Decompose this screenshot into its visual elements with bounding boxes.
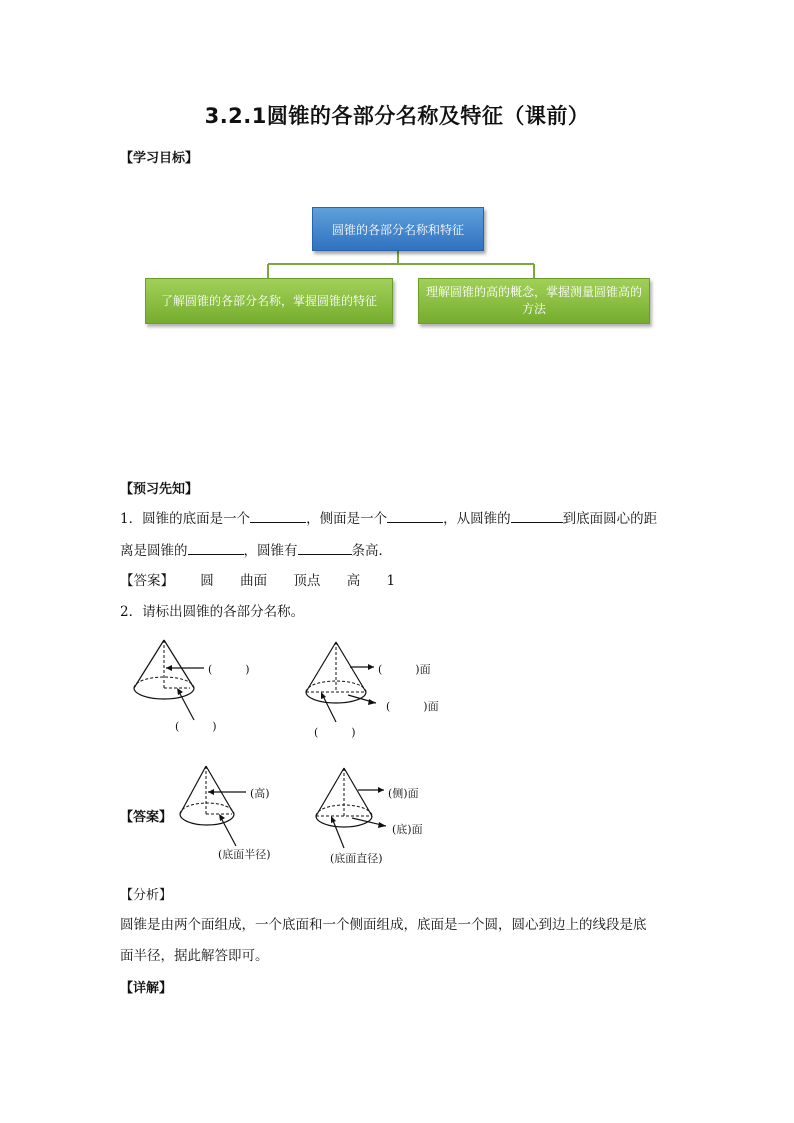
page-title: 3.2.1圆锥的各部分名称及特征（课前） [204, 104, 590, 128]
q2-right-label-top: ( )面 [378, 663, 431, 676]
answer2-right-base-label: (底)面 [392, 823, 423, 836]
objective-left-box: 了解圆锥的各部分名称，掌握圆锥的特征 [145, 278, 393, 324]
answer-1-line [120, 571, 417, 591]
q1-blank-1 [250, 508, 306, 523]
answer2-right-diameter-label: (底面直径) [330, 852, 383, 865]
q1-blank-4 [188, 540, 244, 555]
answer-1-item: 1 [386, 573, 396, 589]
objective-root-box: 圆锥的各部分名称和特征 [312, 207, 484, 251]
objective-right-box: 理解圆锥的高的概念，掌握测量圆锥高的方法 [418, 278, 650, 324]
q2-right-label-bottom: ( ) [314, 726, 356, 739]
answer2-left-radius-label: (底面半径) [218, 848, 271, 861]
answer-1-item: 顶点 [293, 573, 321, 589]
q1-text-4: 到底面圆心的距 [562, 511, 658, 527]
q1-blank-2 [387, 508, 443, 523]
question-1-line-1 [120, 508, 657, 529]
q1-blank-3 [511, 508, 563, 523]
q1-text-6: ，圆锥有 [243, 543, 298, 559]
answer2-left-height-label: (高) [250, 787, 270, 800]
q1-text-3: ，从圆锥的 [443, 511, 511, 527]
q1-blank-5 [298, 540, 352, 555]
analysis-heading: 【分析】 [120, 888, 173, 903]
q2-left-label-bottom: ( ) [175, 720, 217, 733]
q2-right-label-mid: ( )面 [386, 700, 439, 713]
question-2: 2．请标出圆锥的各部分名称。 [120, 604, 305, 620]
answer-1-item: 圆 [200, 573, 214, 589]
preview-heading: 【预习先知】 [120, 482, 199, 497]
objectives-heading: 【学习目标】 [120, 151, 199, 166]
question-1-line-2 [120, 540, 392, 561]
answer-1-item: 高 [346, 573, 361, 589]
analysis-line-2: 面半径，据此解答即可。 [120, 948, 269, 964]
answer2-right-side-label: (侧)面 [388, 787, 419, 800]
detail-heading: 【详解】 [120, 981, 173, 996]
q1-text-5: 离是圆锥的 [120, 543, 188, 559]
objectives-connector-lines [0, 0, 794, 400]
analysis-line-1: 圆锥是由两个面组成，一个底面和一个侧面组成，底面是一个圆，圆心到边上的线段是底 [120, 917, 647, 933]
answer-1-label: 【答案】 [120, 573, 174, 589]
q1-text-7: 条高． [351, 543, 392, 559]
q2-left-label-right: ( ) [208, 663, 250, 676]
q1-text-1: 1．圆锥的底面是一个 [120, 511, 251, 527]
q1-text-2: ，侧面是一个 [306, 511, 388, 527]
answer-2-label: 【答案】 [120, 810, 173, 825]
answer-1-item: 曲面 [240, 573, 268, 589]
